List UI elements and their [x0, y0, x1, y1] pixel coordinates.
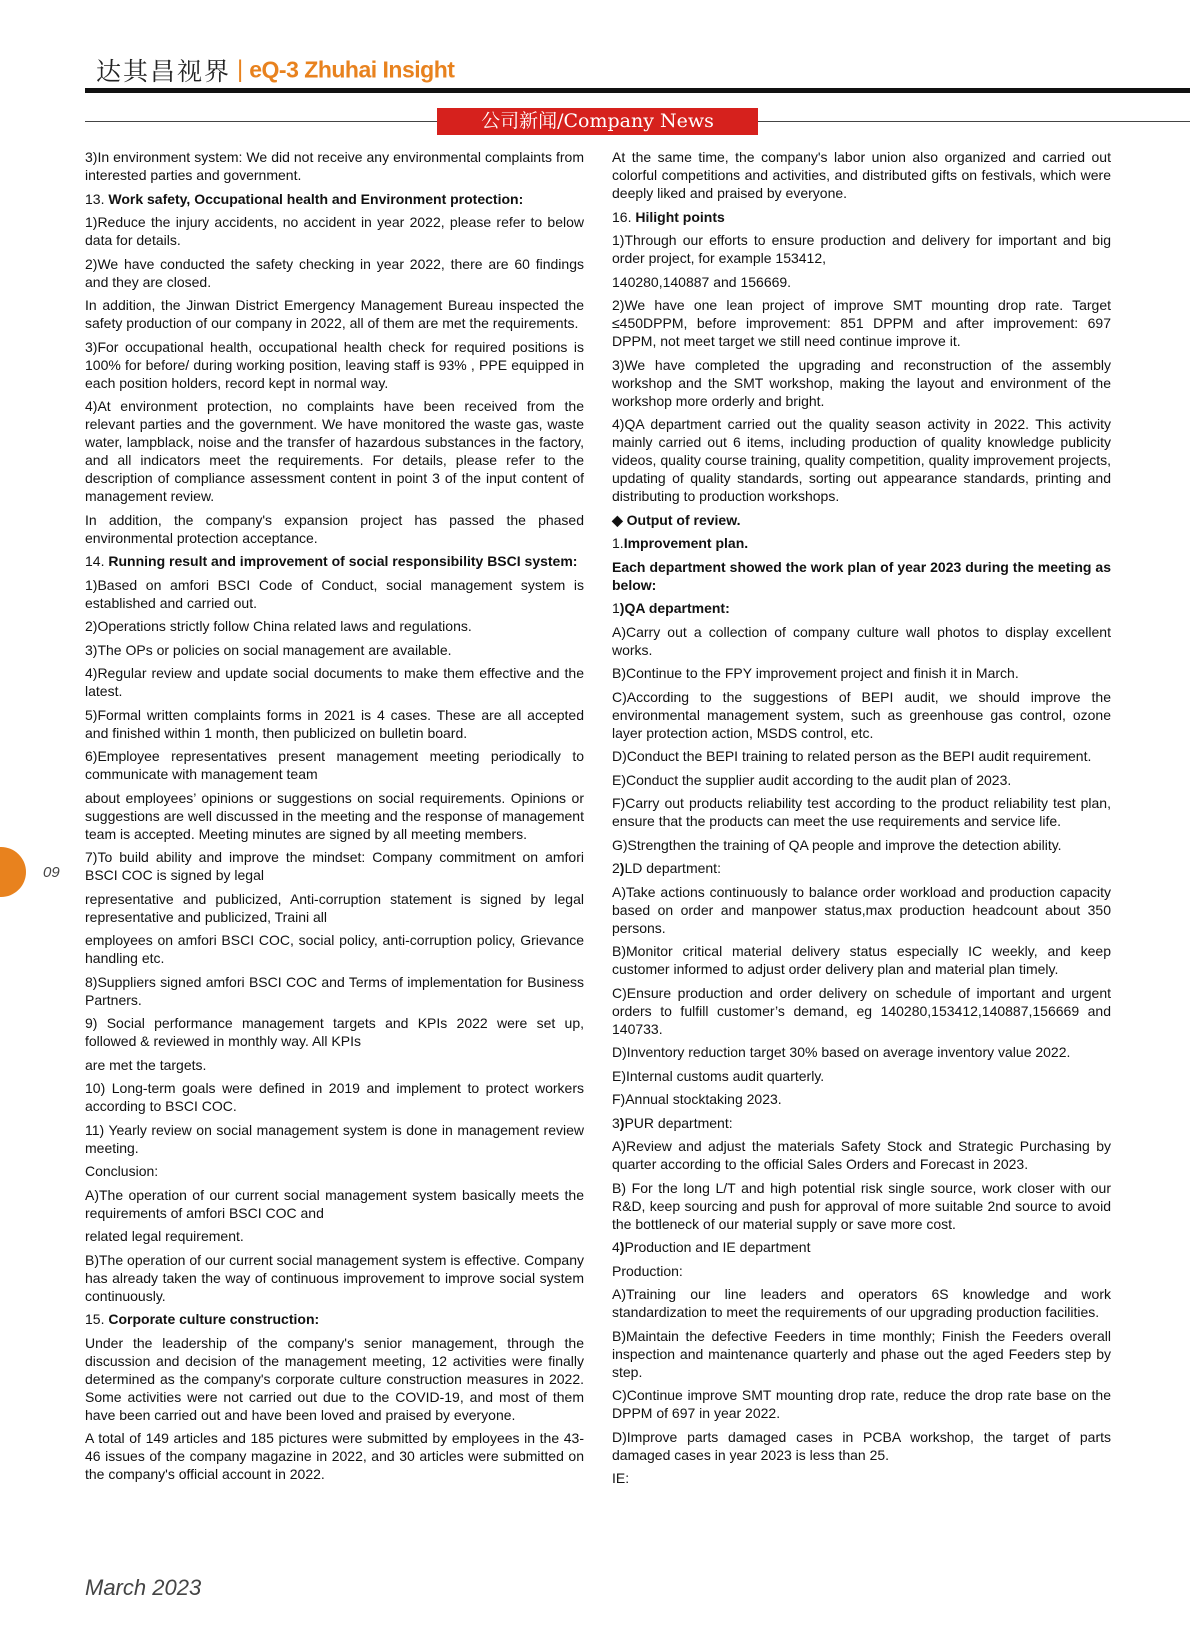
paragraph-text: D)Improve parts damaged cases in PCBA workshop, the target of parts damaged cases in year 2023 is less than 25. [612, 1428, 1111, 1463]
paragraph-text: C)Continue improve SMT mounting drop rate, reduce the drop rate base on the DPPM of 697 in year 2022. [612, 1387, 1111, 1421]
paragraph [612, 1137, 1111, 1173]
paragraph [612, 794, 1111, 830]
paragraph-text: A)Take actions continuously to balance order workload and production capacity based on order and manpower status,max production headcount about 350 persons. [612, 883, 1111, 936]
paragraph [85, 931, 584, 967]
paragraph-text: E)Conduct the supplier audit according to the audit plan of 2023. [612, 771, 1012, 788]
paragraph-heading: ) [619, 1114, 625, 1131]
paragraph-text: B)The operation of our current social management system is effective. Company has already taken the way of continuous improvement to improve social system continuously. [85, 1251, 584, 1304]
paragraph [612, 558, 1111, 594]
paragraph-text: B)Monitor critical material delivery status especially IC weekly, and keep customer informed to adjust order delivery plan and material plan timely. [612, 943, 1111, 977]
paragraph [612, 1179, 1111, 1233]
paragraph [85, 255, 584, 291]
paragraph-heading: Each department showed the work plan of year 2023 during the meeting as below: [612, 558, 1111, 593]
paragraph [85, 1186, 584, 1222]
paragraph-text: 3)In environment system: We did not receive any environmental complaints from interested parties and government. [85, 149, 584, 183]
paragraph [612, 231, 1111, 267]
paragraph-text: 11) Yearly review on social management system is done in management review meeting. [85, 1121, 584, 1156]
paragraph-text: 3 [612, 1114, 620, 1131]
paragraph-heading: Improvement plan. [623, 535, 749, 551]
paragraph-text: 4)Regular review and update social documents to make them effective and the latest. [85, 665, 584, 699]
paragraph [612, 1327, 1111, 1381]
paragraph [612, 534, 1111, 552]
paragraph-text: D)Inventory reduction target 30% based on average inventory value 2022. [612, 1044, 1071, 1060]
paragraph [85, 1162, 584, 1180]
paragraph-text: A total of 149 articles and 185 pictures were submitted by employees in the 43-46 issues of the company magazine in 2022, and 30 articles were submitted on the company's official account in 2022. [85, 1430, 584, 1482]
paragraph [85, 190, 584, 208]
paragraph [85, 973, 584, 1009]
paragraph-text: 13. [85, 190, 109, 207]
paragraph [612, 747, 1111, 765]
paragraph-text: 2 [612, 860, 620, 876]
paragraph [612, 664, 1111, 682]
paragraph [85, 296, 584, 332]
paragraph-text: Under the leadership of the company's senior management, through the discussion and decision of the management meeting, 12 activities were finally determined as the company's corporate culture construction measures in 2022. Some activities were not carried out due to the COVID-19, and most of them have been carried out and have been loved and praised by everyone. [85, 1334, 584, 1423]
paragraph [85, 848, 584, 884]
paragraph-text: 4)At environment protection, no complaints have been received from the relevant parties and the government. We have monitored the waste gas, waste water, lampblack, noise and the transfer of hazardous substances in the factory, and all indicators meet the requirements. For details, please refer to the description of compliance assessment content in point 3 of the input content of management review. [85, 398, 584, 504]
page-tab-marker [0, 847, 26, 897]
paragraph-heading: ) [619, 1239, 625, 1255]
paragraph-text: 8)Suppliers signed amfori BSCI COC and Terms of implementation for Business Partners. [85, 973, 584, 1008]
paragraph-text: employees on amfori BSCI COC, social policy, anti-corruption policy, Grievance handling etc. [85, 932, 584, 966]
paragraph [612, 1067, 1111, 1085]
paragraph-text: 15. [85, 1311, 109, 1327]
paragraph [85, 789, 584, 843]
paragraph-text: 3)For occupational health, occupational health check for required positions is 100% for before/ during working position, leaving staff is 93% , PPE equipped in each position holders, record kept in normal way. [85, 338, 584, 391]
paragraph-heading: Hilight points [635, 208, 725, 225]
paragraph [85, 641, 584, 659]
paragraph-text: 6)Employee representatives present management meeting periodically to communicate with management team [85, 748, 584, 782]
paragraph-text: 2)Operations strictly follow China related laws and regulations. [85, 618, 472, 634]
paragraph [85, 1310, 584, 1328]
paragraph-text: Production: [612, 1262, 683, 1279]
paragraph [85, 511, 584, 547]
banner-rule-left [85, 121, 437, 122]
paragraph [612, 1285, 1111, 1321]
paragraph [612, 1262, 1111, 1280]
paragraph-text: Production and IE department [624, 1239, 811, 1255]
paragraph [85, 576, 584, 612]
paragraph [85, 148, 584, 184]
paragraph-text: 2)We have conducted the safety checking in year 2022, there are 60 findings and they are closed. [85, 255, 584, 290]
paragraph [85, 617, 584, 635]
paragraph [612, 1428, 1111, 1464]
paragraph [85, 1251, 584, 1305]
paragraph-heading: Corporate culture construction: [108, 1311, 320, 1327]
paragraph-text: 4 [612, 1239, 620, 1255]
paragraph-text: 1. [612, 535, 624, 551]
paragraph [612, 1238, 1111, 1256]
paragraph-heading: Work safety, Occupational health and Environment protection: [108, 190, 524, 207]
paragraph [612, 415, 1111, 505]
paragraph-text: 2)We have one lean project of improve SMT mounting drop rate. Target ≤450DPPM, before improvement: 851 DPPM and after improvement: 697 DPPM, not meet target we still need continue improve it. [612, 297, 1111, 349]
section-banner: 公司新闻/Company News [437, 108, 758, 135]
paragraph-text: C)According to the suggestions of BEPI audit, we should improve the environmental management system, such as greenhouse gas control, ozone layer protection action, MSDS control, etc. [612, 688, 1111, 741]
paragraph [85, 1334, 584, 1424]
paragraph-text: 10) Long-term goals were defined in 2019 and implement to protect workers according to BSCI COC. [85, 1080, 584, 1114]
paragraph [85, 1079, 584, 1115]
paragraph-text: 7)To build ability and improve the mindset: Company commitment on amfori BSCI COC is signed by legal [85, 849, 584, 883]
paragraph-heading: )QA department: [619, 600, 730, 616]
paragraph-text: 3)We have completed the upgrading and reconstruction of the assembly workshop and the SMT workshop, making the layout and environment of the workshop more orderly and bright. [612, 356, 1111, 409]
paragraph-text: A)Carry out a collection of company culture wall photos to display excellent works. [612, 623, 1111, 658]
paragraph [612, 148, 1111, 202]
paragraph-text: B)Continue to the FPY improvement project and finish it in March. [612, 665, 1019, 681]
paragraph [612, 1043, 1111, 1061]
paragraph-heading: ) [619, 860, 625, 876]
brand-english-name: eQ-3 Zhuhai Insight [249, 56, 455, 83]
paragraph [85, 1429, 584, 1483]
paragraph [612, 883, 1111, 937]
paragraph-text: about employees’ opinions or suggestions on social requirements. Opinions or suggestions are well discussed in the meeting and the response of management team is accepted. Meeting minutes are signed by all meeting members. [85, 789, 584, 842]
paragraph [85, 338, 584, 392]
paragraph-text: PUR department: [624, 1114, 733, 1131]
paragraph [612, 208, 1111, 226]
paragraph [85, 552, 584, 570]
paragraph-heading: ◆ Output of review. [612, 511, 741, 528]
paragraph [612, 1090, 1111, 1108]
paragraph [612, 942, 1111, 978]
paragraph [85, 1014, 584, 1050]
paragraph-text: 1)Through our efforts to ensure production and delivery for important and big order project, for example 153412, [612, 232, 1111, 266]
paragraph-text: 9) Social performance management targets and KPIs 2022 were set up, followed & reviewed in monthly way. All KPIs [85, 1015, 584, 1049]
paragraph-text: A)Review and adjust the materials Safety Stock and Strategic Purchasing by quarter according to the official Sales Orders and Forecast in 2023. [612, 1138, 1111, 1172]
paragraph-text: 5)Formal written complaints forms in 2021 is 4 cases. These are all accepted and finished within 1 month, then publicized on bulletin board. [85, 706, 584, 741]
paragraph [85, 706, 584, 742]
paragraph-text: 140280,140887 and 156669. [612, 273, 792, 290]
paragraph-text: At the same time, the company's labor union also organized and carried out colorful competitions and activities, and distributed gifts on festivals, which were deeply liked and praised by everyone. [612, 149, 1111, 201]
paragraph [612, 356, 1111, 410]
issue-date: March 2023 [85, 1575, 202, 1600]
banner-rule-right [758, 121, 1190, 122]
paragraph [612, 859, 1111, 877]
paragraph [612, 273, 1111, 291]
paragraph [612, 623, 1111, 659]
masthead [96, 52, 454, 92]
paragraph [612, 984, 1111, 1038]
paragraph-text: LD department: [624, 860, 721, 876]
paragraph-text: C)Ensure production and order delivery on schedule of important and urgent orders to fulfill customer’s demand, eg 140280,153412,140887,156669 and 140733. [612, 984, 1111, 1037]
paragraph-text: F)Annual stocktaking 2023. [612, 1091, 782, 1107]
paragraph [85, 1227, 584, 1245]
paragraph [612, 1386, 1111, 1422]
brand-separator: | [237, 56, 244, 83]
brand-chinese-name: 达其昌视界 [96, 57, 232, 86]
paragraph [612, 836, 1111, 854]
paragraph-text: A)Training our line leaders and operators 6S knowledge and work standardization to meet the requirements of our upgrading production facilities. [612, 1286, 1111, 1320]
paragraph [85, 1056, 584, 1074]
paragraph-text: B) For the long L/T and high potential risk single source, work closer with our R&D, keep sourcing and push for approval of more suitable 2nd source to avoid the bottleneck of our material supply or save more cost. [612, 1179, 1111, 1232]
paragraph-text: IE: [612, 1470, 630, 1486]
paragraph-text: B)Maintain the defective Feeders in time monthly; Finish the Feeders overall inspection and maintenance quarterly and phase out the aged Feeders step by step. [612, 1327, 1111, 1380]
paragraph [85, 397, 584, 505]
paragraph [612, 1469, 1111, 1487]
paragraph-text: representative and publicized, Anti-corruption statement is signed by legal representative and publicized, Traini all [85, 890, 584, 925]
paragraph-text: D)Conduct the BEPI training to related person as the BEPI audit requirement. [612, 748, 1092, 764]
paragraph [85, 747, 584, 783]
paragraph-text: 1 [612, 600, 620, 616]
paragraph-text: E)Internal customs audit quarterly. [612, 1067, 825, 1084]
paragraph [85, 213, 584, 249]
paragraph [612, 1114, 1111, 1132]
paragraph-text: 1)Reduce the injury accidents, no accident in year 2022, please refer to below data for details. [85, 214, 584, 248]
paragraph [85, 1121, 584, 1157]
paragraph-text: F)Carry out products reliability test according to the product reliability test plan, ensure that the products can meet the use requirements and service life. [612, 795, 1111, 829]
paragraph-text: 14. [85, 553, 109, 569]
paragraph [85, 664, 584, 700]
paragraph-text: In addition, the Jinwan District Emergency Management Bureau inspected the safety production of our company in 2022, all of them are met the requirements. [85, 297, 584, 331]
paragraph-text: In addition, the company's expansion project has passed the phased environmental protection acceptance. [85, 511, 584, 546]
left-column [85, 148, 584, 1489]
paragraph-text: 1)Based on amfori BSCI Code of Conduct, social management system is established and carried out. [85, 576, 584, 611]
paragraph-text: 3)The OPs or policies on social management are available. [85, 641, 452, 658]
header-rule [85, 88, 1190, 93]
paragraph-text: 4)QA department carried out the quality season activity in 2022. This activity mainly carried out 6 items, including production of quality knowledge publicity videos, quality course training, quality competition, quality improvement projects, updating of quality standards, sorting out appearance standards, printing and distributing to production workshops. [612, 416, 1111, 504]
paragraph [85, 890, 584, 926]
paragraph-text: related legal requirement. [85, 1228, 244, 1244]
page-number: 09 [43, 864, 60, 881]
paragraph-text: 16. [612, 208, 636, 225]
paragraph-text: G)Strengthen the training of QA people and improve the detection ability. [612, 836, 1062, 853]
paragraph-text: Conclusion: [85, 1163, 159, 1179]
paragraph-heading: Running result and improvement of social responsibility BSCI system: [108, 553, 578, 569]
paragraph [612, 688, 1111, 742]
paragraph-text: are met the targets. [85, 1056, 207, 1073]
paragraph [612, 771, 1111, 789]
paragraph [612, 296, 1111, 350]
right-column [612, 148, 1111, 1493]
paragraph-text: A)The operation of our current social management system basically meets the requirements of amfori BSCI COC and [85, 1186, 584, 1221]
paragraph [612, 511, 1111, 529]
paragraph [612, 599, 1111, 617]
